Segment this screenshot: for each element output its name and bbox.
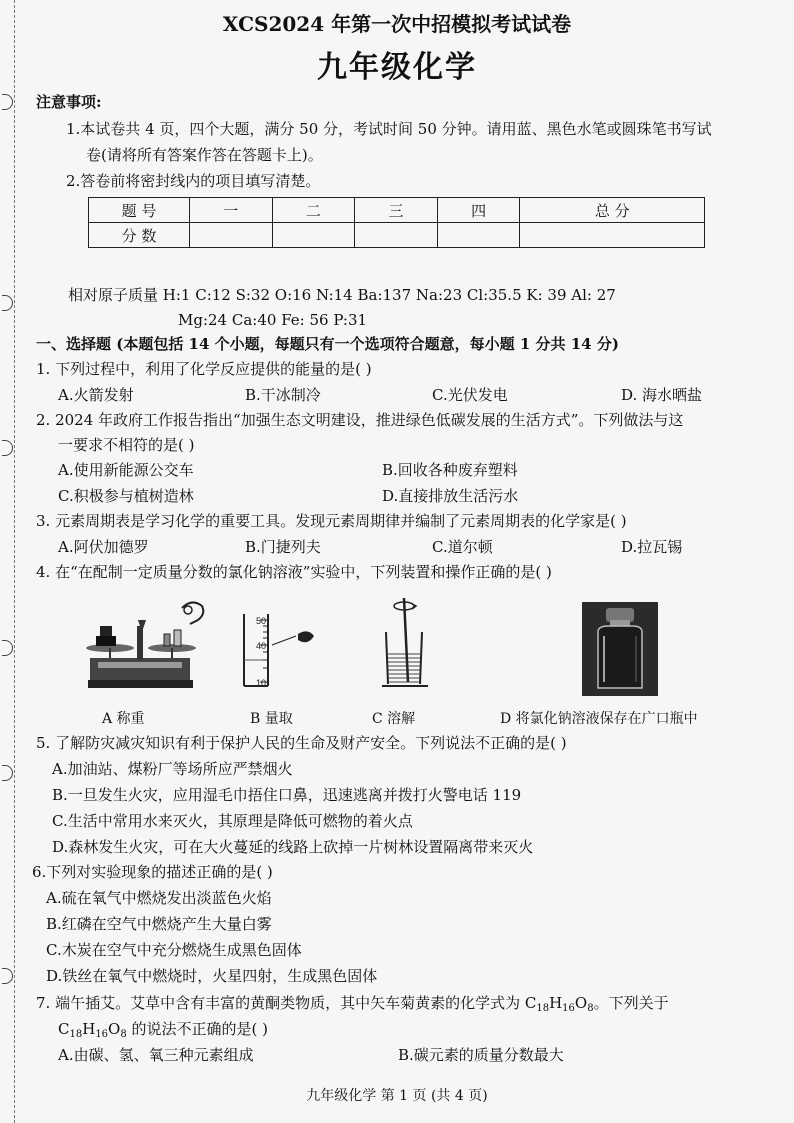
option-d: D.森林发生火灾，可在大火蔓延的线路上砍掉一片树林设置隔离带来灭火	[52, 838, 534, 856]
figure-caption: C 溶解	[372, 711, 416, 727]
atomic-mass-line: 相对原子质量 H:1 C:12 S:32 O:16 N:14 Ba:137 Na:23 Cl:35.5 K: 39 Al: 27	[68, 286, 616, 304]
table-header-cell: 题 号	[89, 198, 190, 223]
question-stem: $C_{18}H_{16}O_8$ 的说法不正确的是( )	[58, 1020, 268, 1040]
option-d: D.铁丝在氧气中燃烧时，火星四射，生成黑色固体	[46, 967, 378, 985]
page-footer: 九年级化学 第 1 页 (共 4 页)	[306, 1088, 488, 1104]
option-a: A.火箭发射	[58, 386, 134, 404]
binding-line	[0, 0, 15, 1123]
option-b: B.红磷在空气中燃烧产生大量白雾	[46, 915, 272, 933]
exam-title: XCS2024 年第一次中招模拟考试试卷	[222, 12, 572, 36]
option-d: D.拉瓦锡	[621, 538, 683, 556]
subject-title: 九年级化学	[317, 50, 477, 85]
score-cell	[190, 223, 273, 248]
notice-line: 卷(请将所有答案作答在答题卡上)。	[86, 146, 323, 164]
score-cell	[355, 223, 438, 248]
section-heading: 一、选择题 (本题包括 14 个小题，每题只有一个选项符合题意，每小题 1 分共 14 分)	[36, 335, 619, 353]
question-stem: 7. 端午插艾。艾草中含有丰富的黄酮类物质，其中矢车菊黄素的化学式为 $C_{18}H_{16}O_8$。下列关于	[36, 994, 669, 1014]
option-b: B.门捷列夫	[245, 538, 321, 556]
option-d: D. 海水晒盐	[621, 386, 703, 404]
question-stem: 2. 2024 年政府工作报告指出“加强生态文明建设，推进绿色低碳发展的生活方式”。下列做法与这	[36, 411, 684, 429]
jar-photo	[582, 602, 658, 696]
figure-caption: A 称重	[102, 711, 145, 727]
notice-line: 1.本试卷共 4 页，四个大题，满分 50 分，考试时间 50 分钟。请用蓝、黑色水笔或圆珠笔书写试	[66, 120, 712, 138]
cylinder-label-40: 40	[256, 641, 267, 651]
atomic-mass-line: Mg:24 Ca:40 Fe: 56 P:31	[178, 311, 368, 329]
score-cell	[437, 223, 520, 248]
beaker-figure	[378, 596, 434, 692]
table-header-cell: 二	[272, 198, 355, 223]
option-a: A.由碳、氢、氧三种元素组成	[58, 1046, 254, 1064]
figure-caption: D 将氯化钠溶液保存在广口瓶中	[500, 711, 698, 727]
table-header-cell: 三	[355, 198, 438, 223]
question-stem: 3. 元素周期表是学习化学的重要工具。发现元素周期律并编制了元素周期表的化学家是( )	[36, 512, 627, 530]
cylinder-label-50: 50	[256, 616, 267, 626]
notice-line: 2.答卷前将密封线内的项目填写清楚。	[66, 172, 321, 190]
table-row-label: 分 数	[89, 223, 190, 248]
table-header-cell: 总 分	[520, 198, 705, 223]
option-b: B.回收各种废弃塑料	[382, 461, 518, 479]
question-stem: 4. 在“在配制一定质量分数的氯化钠溶液”实验中，下列装置和操作正确的是( )	[36, 563, 552, 581]
option-c: C.道尔顿	[432, 538, 493, 556]
table-header-cell: 四	[437, 198, 520, 223]
score-cell	[520, 223, 705, 248]
option-a: A.阿伏加德罗	[58, 538, 149, 556]
table-row	[89, 223, 705, 248]
option-c: C.木炭在空气中充分燃烧生成黑色固体	[46, 941, 302, 959]
option-a: A.加油站、煤粉厂等场所应严禁烟火	[52, 760, 293, 778]
question-stem: 一要求不相符的是( )	[58, 436, 195, 454]
option-a: A.硫在氧气中燃烧发出淡蓝色火焰	[46, 889, 272, 907]
figure-caption: B 量取	[250, 711, 293, 727]
option-b: B.碳元素的质量分数最大	[398, 1046, 564, 1064]
score-cell	[272, 223, 355, 248]
option-d: D.直接排放生活污水	[382, 487, 519, 505]
cylinder-label-10: 10	[256, 678, 267, 688]
cylinder-figure	[238, 612, 318, 690]
option-b: B.一旦发生火灾，应用湿毛巾捂住口鼻，迅速逃离并拨打火警电话 119	[52, 786, 522, 804]
question-stem: 5. 了解防灾减灾知识有利于保护人民的生命及财产安全。下列说法不正确的是( )	[36, 734, 567, 752]
question-stem: 6.下列对实验现象的描述正确的是( )	[32, 863, 273, 881]
option-a: A.使用新能源公交车	[58, 461, 194, 479]
balance-figure	[80, 598, 210, 693]
table-row	[89, 198, 705, 223]
question-stem: 1. 下列过程中，利用了化学反应提供的能量的是( )	[36, 360, 372, 378]
option-b: B.干冰制冷	[245, 386, 321, 404]
notice-heading: 注意事项:	[36, 93, 102, 111]
score-table	[88, 197, 705, 248]
option-c: C.生活中常用水来灭火，其原理是降低可燃物的着火点	[52, 812, 413, 830]
option-c: C.光伏发电	[432, 386, 508, 404]
option-c: C.积极参与植树造林	[58, 487, 194, 505]
table-header-cell: 一	[190, 198, 273, 223]
